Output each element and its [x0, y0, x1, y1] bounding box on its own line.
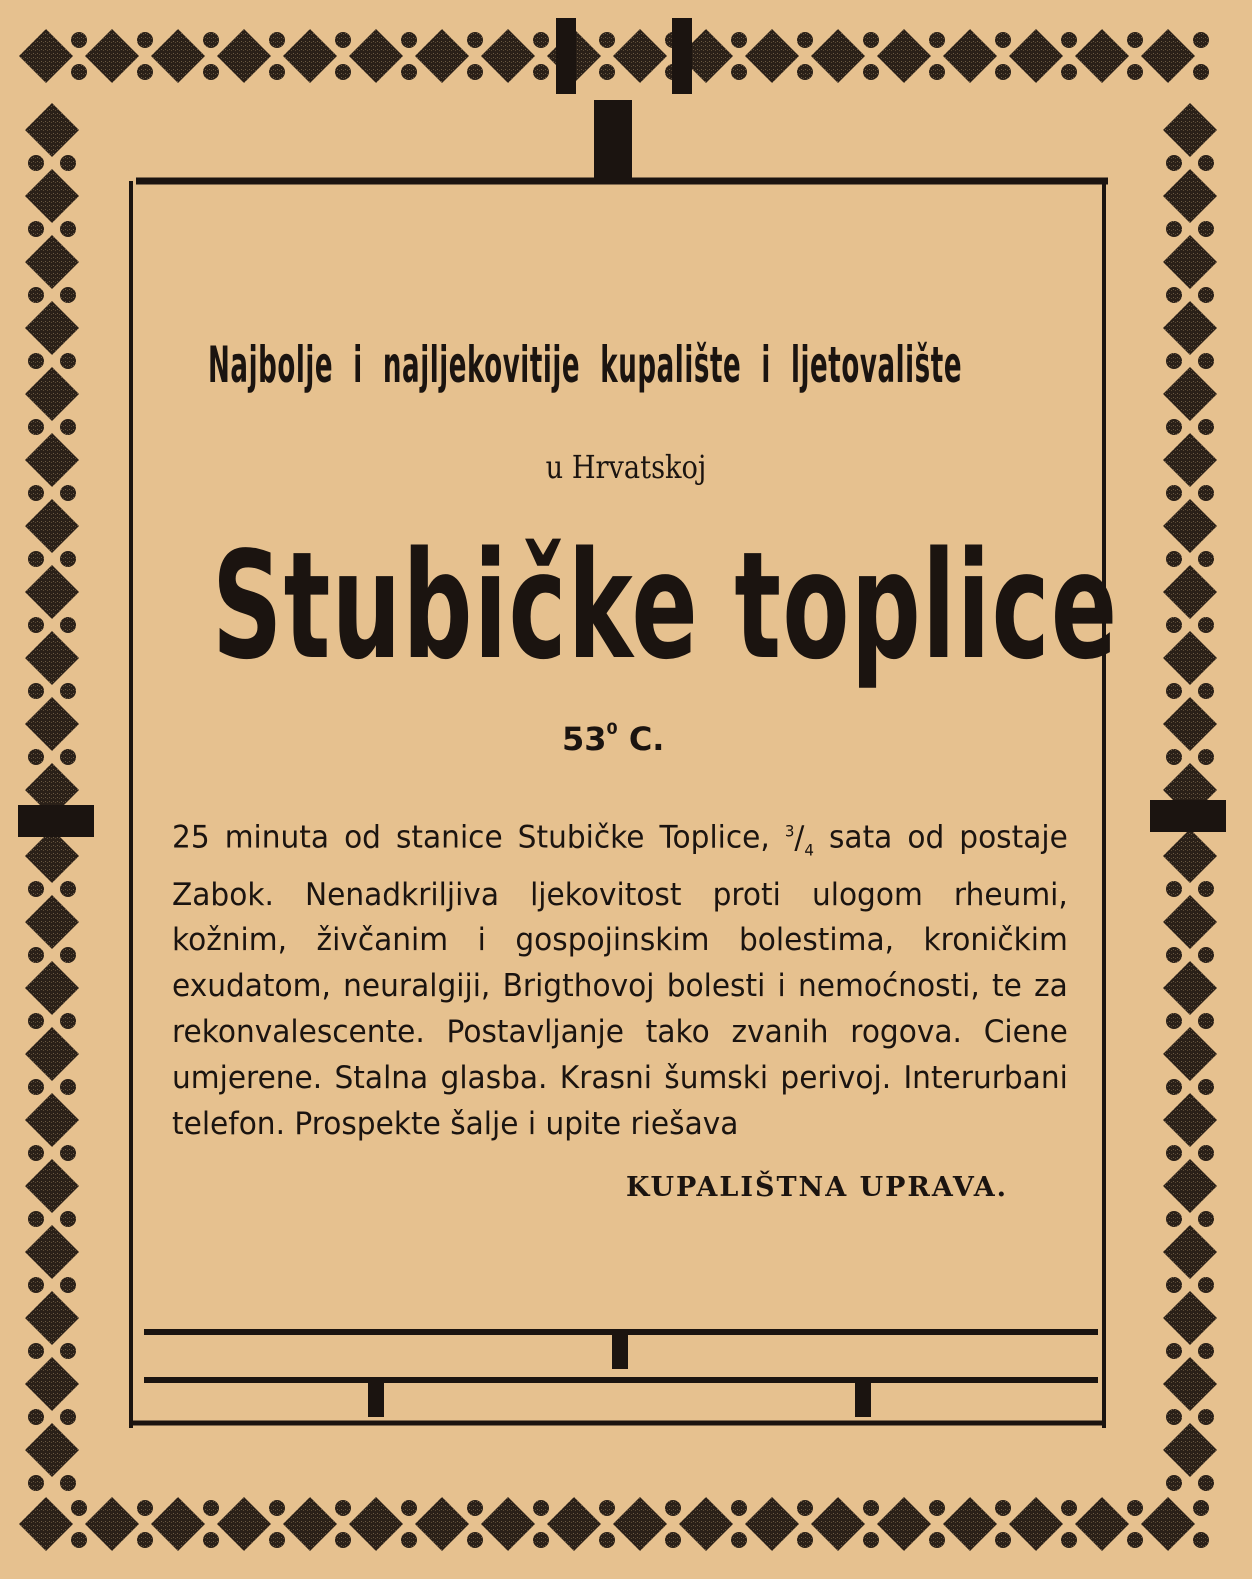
ornament-diamond [25, 565, 79, 619]
ornament-dot [1198, 1409, 1214, 1425]
ornament-dot [599, 32, 615, 48]
ornament-dot [1166, 287, 1182, 303]
fraction-numerator: 3 [784, 821, 795, 840]
ornament-dot [533, 1532, 549, 1548]
ornament-dot [71, 64, 87, 80]
ornament-dot [137, 1500, 153, 1516]
ornament-diamond [25, 1027, 79, 1081]
ornament-dot [1198, 881, 1214, 897]
fraction: $^3/_4$ [784, 819, 814, 859]
ornament-dot [797, 1532, 813, 1548]
ornament-diamond [877, 1497, 931, 1551]
ornament-diamond [25, 301, 79, 355]
ornament-dot [60, 1343, 76, 1359]
ornament-dot [1166, 1013, 1182, 1029]
ornament-dot [401, 1500, 417, 1516]
ornament-dot [28, 1343, 44, 1359]
ornament-dot [60, 947, 76, 963]
ornament-diamond [25, 1357, 79, 1411]
ornament-dot [1166, 155, 1182, 171]
ornament-dot [60, 881, 76, 897]
ornament-dot [60, 221, 76, 237]
ornament-dot [1166, 947, 1182, 963]
subline: u Hrvatskoj [545, 448, 707, 486]
ornament-diamond [19, 1497, 73, 1551]
ornament-dot [335, 1500, 351, 1516]
ornament-dot [28, 617, 44, 633]
ornament-diamond [25, 499, 79, 553]
ornament-diamond [349, 1497, 403, 1551]
ornament-diamond [1163, 631, 1217, 685]
ornament-diamond [1163, 895, 1217, 949]
signature: KUPALIŠTNA UPRAVA. [626, 1172, 1009, 1203]
ornament-dot [60, 683, 76, 699]
ornament-diamond [1163, 103, 1217, 157]
ornament-diamond [1163, 367, 1217, 421]
ornament-dot [71, 1532, 87, 1548]
ornament-dot [995, 1532, 1011, 1548]
ornament-dot [28, 221, 44, 237]
ornament-dot [1198, 947, 1214, 963]
ornament-diamond [1163, 1423, 1217, 1477]
ornament-dot [60, 1475, 76, 1491]
ornament-dot [203, 1500, 219, 1516]
ornament-dot [28, 683, 44, 699]
ornament-dot [1198, 551, 1214, 567]
temperature-unit: C. [628, 720, 665, 758]
ornament-dot [60, 1277, 76, 1293]
ornament-diamond [481, 29, 535, 83]
ornament-dot [1193, 64, 1209, 80]
ornament-dot [60, 155, 76, 171]
ornament-dot [1166, 485, 1182, 501]
ornament-dot [1127, 1532, 1143, 1548]
ornament-diamond [745, 1497, 799, 1551]
ornament-diamond [85, 1497, 139, 1551]
ornament-diamond [1163, 499, 1217, 553]
ornament-dot [533, 32, 549, 48]
ornament-dot [203, 32, 219, 48]
ornament-diamond [25, 169, 79, 223]
ornament-dot [1198, 617, 1214, 633]
ornament-diamond [25, 433, 79, 487]
ornament-diamond [415, 1497, 469, 1551]
ornament-dot [60, 1079, 76, 1095]
ornament-dot [269, 1500, 285, 1516]
ornament-diamond [25, 103, 79, 157]
ornament-dot [1166, 1079, 1182, 1095]
ornament-dot [28, 1211, 44, 1227]
ornament-dot [1166, 683, 1182, 699]
ornament-diamond [1163, 697, 1217, 751]
ornament-dot [995, 32, 1011, 48]
ornament-dot [335, 64, 351, 80]
ornament-dot [797, 64, 813, 80]
ornament-diamond [1163, 961, 1217, 1015]
ornament-dot [1166, 221, 1182, 237]
headline: Najbolje i najljekovitije kupalište i ljetovalište [208, 336, 963, 394]
ornament-diamond [349, 29, 403, 83]
ornament-dot [60, 617, 76, 633]
ornament-dot [1166, 419, 1182, 435]
ornament-dot [1193, 1500, 1209, 1516]
ornament-diamond [1163, 565, 1217, 619]
body-text [172, 808, 1068, 1147]
ornament-dot [28, 155, 44, 171]
ornament-diamond [25, 895, 79, 949]
ornament-diamond [25, 1225, 79, 1279]
ornament-diamond [25, 961, 79, 1015]
ornament-diamond [1163, 169, 1217, 223]
ornament-dot [60, 749, 76, 765]
ornament-dot [71, 32, 87, 48]
ornament-diamond [85, 29, 139, 83]
ornament-dot [1166, 551, 1182, 567]
ornament-dot [28, 287, 44, 303]
ornament-dot [731, 1500, 747, 1516]
ornament-dot [60, 485, 76, 501]
ornament-dot [1198, 353, 1214, 369]
ornament-dot [1198, 221, 1214, 237]
ornament-diamond [25, 367, 79, 421]
ornament-dot [1166, 353, 1182, 369]
ornament-diamond [1009, 29, 1063, 83]
ornament-dot [28, 881, 44, 897]
ornament-dot [797, 1500, 813, 1516]
ornament-dot [1198, 1475, 1214, 1491]
ornament-dot [863, 64, 879, 80]
ornament-dot [28, 1145, 44, 1161]
ornament-dot [599, 1532, 615, 1548]
ornament-dot [863, 32, 879, 48]
ornament-dot [137, 32, 153, 48]
ornament-dot [401, 1532, 417, 1548]
temperature-value: 53 [562, 720, 607, 758]
ornament-diamond [1163, 1225, 1217, 1279]
ornament-dot [1198, 1079, 1214, 1095]
ornament-diamond [217, 29, 271, 83]
ornament-diamond [1163, 433, 1217, 487]
ornament-diamond [151, 29, 205, 83]
ornament-dot [1198, 1145, 1214, 1161]
temperature [562, 720, 664, 758]
ornament-dot [1198, 749, 1214, 765]
ornament-dot [929, 1500, 945, 1516]
ornament-dot [599, 64, 615, 80]
ornament-dot [335, 1532, 351, 1548]
ornament-dot [665, 1500, 681, 1516]
ornament-dot [269, 64, 285, 80]
ornament-diamond [1141, 1497, 1195, 1551]
fraction-denominator: 4 [804, 839, 814, 859]
ornament-dot [467, 32, 483, 48]
ornament-dot [60, 353, 76, 369]
ornament-diamond [1009, 1497, 1063, 1551]
ornament-diamond [1163, 235, 1217, 289]
ornament-dot [1166, 1277, 1182, 1293]
ornament-diamond [877, 29, 931, 83]
ornament-dot [731, 1532, 747, 1548]
ornament-dot [28, 1079, 44, 1095]
ornament-diamond [25, 697, 79, 751]
ornament-diamond [25, 1159, 79, 1213]
ornament-dot [335, 32, 351, 48]
ornament-diamond [1163, 1093, 1217, 1147]
ornament-dot [28, 1409, 44, 1425]
ornament-dot [1061, 32, 1077, 48]
ornament-dot [60, 1211, 76, 1227]
ornament-dot [1193, 1532, 1209, 1548]
ornament-dot [203, 64, 219, 80]
ornament-dot [731, 32, 747, 48]
ornament-dot [28, 551, 44, 567]
ornament-dot [1166, 1409, 1182, 1425]
ornament-dot [665, 1532, 681, 1548]
body-part2: sata od postaje Zabok. Nenadkriljiva ljekovitost proti ulogom rheumi, kožnim, živčanim i gospojinskim bolestima, kroničkim exudatom, neuralgiji, Brigthovoj bolesti i nemoćnosti, te za rekonvalescente. Postavljanje tako zvanih rogova. Ciene umjerene. Stalna glasba. Krasni šumski perivoj. Interurbani telefon. Prospekte šalje i upite riešava [172, 819, 1068, 1142]
ornament-dot [28, 1277, 44, 1293]
ornament-dot [1198, 485, 1214, 501]
ornament-diamond [1163, 1027, 1217, 1081]
body-part1: 25 minuta od stanice Stubičke Toplice, [172, 819, 770, 856]
ornament-dot [995, 64, 1011, 80]
ornament-diamond [1163, 829, 1217, 883]
ornament-dot [863, 1500, 879, 1516]
ornament-dot [1198, 287, 1214, 303]
ornament-diamond [19, 29, 73, 83]
temperature-degree: 0 [606, 719, 618, 739]
ornament-dot [1198, 683, 1214, 699]
ornament-dot [1061, 64, 1077, 80]
ornament-dot [1166, 1145, 1182, 1161]
ornament-diamond [415, 29, 469, 83]
ornament-diamond [613, 1497, 667, 1551]
ornament-dot [797, 32, 813, 48]
ornament-dot [28, 419, 44, 435]
ornament-diamond [679, 1497, 733, 1551]
ornament-dot [533, 64, 549, 80]
ornament-diamond [1075, 1497, 1129, 1551]
ornament-diamond [943, 29, 997, 83]
ornament-diamond [217, 1497, 271, 1551]
ornament-diamond [25, 631, 79, 685]
ornament-dot [60, 551, 76, 567]
ornament-dot [863, 1532, 879, 1548]
ornament-dot [1061, 1532, 1077, 1548]
ornament-dot [1198, 1211, 1214, 1227]
ornament-dot [28, 485, 44, 501]
ornament-dot [467, 1500, 483, 1516]
ornament-diamond [1163, 301, 1217, 355]
ornament-dot [1198, 1277, 1214, 1293]
ornament-dot [1166, 749, 1182, 765]
ornament-diamond [1163, 1357, 1217, 1411]
ornament-dot [467, 64, 483, 80]
ornament-dot [401, 32, 417, 48]
ornament-dot [1198, 155, 1214, 171]
ornament-dot [995, 1500, 1011, 1516]
ornament-dot [1166, 1475, 1182, 1491]
ornament-dot [137, 1532, 153, 1548]
ornament-dot [929, 32, 945, 48]
ornament-diamond [745, 29, 799, 83]
ornament-diamond [25, 1093, 79, 1147]
ornament-dot [60, 1145, 76, 1161]
ornament-dot [28, 1013, 44, 1029]
ornament-diamond [151, 1497, 205, 1551]
ornament-dot [71, 1500, 87, 1516]
ornament-dot [28, 749, 44, 765]
ornament-dot [1127, 32, 1143, 48]
ornament-diamond [943, 1497, 997, 1551]
ornament-dot [1193, 32, 1209, 48]
ornament-diamond [1163, 1291, 1217, 1345]
page-title: Stubičke toplice [212, 520, 1119, 692]
ornament-diamond [25, 1423, 79, 1477]
ornament-dot [137, 64, 153, 80]
ornament-diamond [1141, 29, 1195, 83]
ornament-dot [60, 287, 76, 303]
ornament-dot [929, 64, 945, 80]
ornament-dot [1127, 64, 1143, 80]
ornament-dot [599, 1500, 615, 1516]
ornament-dot [1166, 617, 1182, 633]
ornament-dot [28, 1475, 44, 1491]
ornament-dot [467, 1532, 483, 1548]
frame-blocks [18, 18, 1226, 1417]
ornament-diamond [283, 1497, 337, 1551]
ornament-dot [1061, 1500, 1077, 1516]
ornament-dot [28, 947, 44, 963]
ornament-dot [60, 1409, 76, 1425]
ornament-dot [401, 64, 417, 80]
ornament-diamond [547, 1497, 601, 1551]
ornament-diamond [1163, 1159, 1217, 1213]
ornament-diamond [613, 29, 667, 83]
ornament-diamond [811, 29, 865, 83]
ornament-dot [929, 1532, 945, 1548]
ornament-dot [269, 32, 285, 48]
ornament-dot [1166, 1343, 1182, 1359]
ornament-diamond [1075, 29, 1129, 83]
ornament-diamond [25, 235, 79, 289]
ornament-diamond [25, 829, 79, 883]
ornament-diamond [481, 1497, 535, 1551]
ornament-dot [731, 64, 747, 80]
ornament-dot [1127, 1500, 1143, 1516]
ornament-dot [203, 1532, 219, 1548]
ornament-dot [60, 419, 76, 435]
ornament-dot [1198, 1013, 1214, 1029]
ornament-dot [269, 1532, 285, 1548]
ornament-dot [1166, 1211, 1182, 1227]
ornament-dot [28, 353, 44, 369]
ornament-dot [1198, 1343, 1214, 1359]
ornament-dot [1166, 881, 1182, 897]
ornament-diamond [283, 29, 337, 83]
ornament-diamond [811, 1497, 865, 1551]
ornament-dot [533, 1500, 549, 1516]
ornament-dot [60, 1013, 76, 1029]
ornament-dot [1198, 419, 1214, 435]
ornament-diamond [25, 1291, 79, 1345]
